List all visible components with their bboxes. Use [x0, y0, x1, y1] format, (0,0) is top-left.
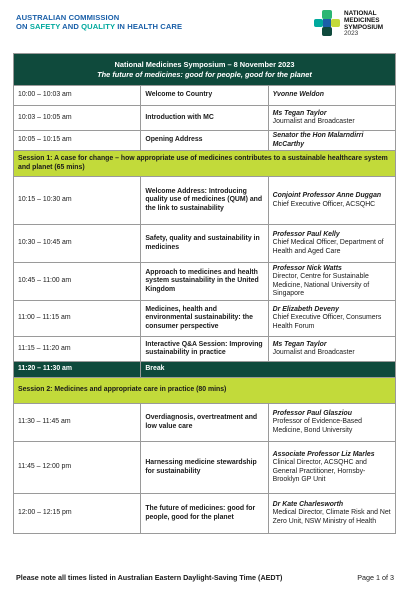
session-topic: Harnessing medicine stewardship for sustainability — [141, 442, 268, 494]
session-topic: Welcome to Country — [141, 86, 268, 106]
speaker-role: Journalist and Broadcaster — [272, 118, 355, 125]
speaker-name: Yvonne Weldon — [272, 91, 324, 99]
table-row — [14, 301, 396, 337]
table-row — [14, 337, 396, 362]
speaker-role: Director, Centre for Sustainable Medicine, National University of Singapore — [272, 273, 370, 297]
speaker-role: Medical Director, Climate Risk and Net Zero Unit, NSW Ministry of Health — [272, 509, 391, 525]
session-time: 10:45 – 11:00 am — [14, 263, 141, 301]
session-time: 10:03 – 10:05 am — [14, 106, 141, 131]
speaker-name: Professor Nick Watts — [272, 264, 342, 272]
speaker-name: Professor Paul Glasziou — [272, 409, 352, 417]
program-title-row — [14, 54, 396, 86]
speaker-name: Conjoint Professor Anne Duggan — [272, 192, 382, 200]
nms-logo — [313, 9, 403, 41]
speaker — [268, 404, 395, 442]
table-row — [14, 225, 396, 263]
session-time: 10:05 – 10:15 am — [14, 131, 141, 151]
session-topic: Medicines, health and environmental sustainability: the consumer perspective — [141, 301, 268, 337]
timezone-note: Please note all times listed in Australian Eastern Daylight-Saving Time (AEDT) — [16, 573, 283, 582]
speaker-role: Clinical Director, ACSQHC and General Practitioner, Hornsby-Brooklyn GP Unit — [272, 459, 367, 483]
speaker-name: Professor Paul Kelly — [272, 230, 340, 238]
speaker — [268, 337, 395, 362]
speaker — [268, 263, 395, 301]
session-time: 11:30 – 11:45 am — [14, 404, 141, 442]
session-time: 11:15 – 11:20 am — [14, 337, 141, 362]
speaker — [268, 131, 395, 151]
page-number: Page 1 of 3 — [357, 573, 394, 582]
table-row — [14, 442, 396, 494]
session-topic: Safety, quality and sustainability in medicines — [141, 225, 268, 263]
program-title: National Medicines Symposium – 8 November 2023 — [114, 59, 295, 69]
session-time: 11:00 – 11:15 am — [14, 301, 141, 337]
org-name-line1: AUSTRALIAN COMMISSION — [16, 13, 120, 22]
table-row — [14, 86, 396, 106]
speaker-role: Professor of Evidence-Based Medicine, Bond University — [272, 418, 362, 434]
session-2-header — [14, 378, 396, 404]
speaker-name: Senator the Hon Malarndirri McCarthy — [272, 132, 364, 148]
table-row — [14, 106, 396, 131]
table-row — [14, 494, 396, 534]
session-time: 10:30 – 10:45 am — [14, 225, 141, 263]
speaker-name: Ms Tegan Taylor — [272, 340, 327, 348]
program-subtitle: The future of medicines: good for people, good for the planet — [97, 69, 312, 79]
break-label: Break — [141, 362, 396, 378]
session-topic: Approach to medicines and health system sustainability in the United Kingdom — [141, 263, 268, 301]
break-time: 11:20 – 11:30 am — [14, 362, 141, 378]
speaker-role: Journalist and Broadcaster — [272, 349, 355, 356]
session-1-title: Session 1: A case for change – how appropriate use of medicines contributes to a sustainable healthcare system and planet (65 mins) — [14, 151, 396, 177]
session-1-header — [14, 151, 396, 177]
acsqhc-logo — [16, 13, 182, 31]
speaker — [268, 86, 395, 106]
speaker-role: Chief Executive Officer, ACSQHC — [272, 200, 376, 208]
page-header — [0, 0, 410, 46]
speaker — [268, 177, 395, 225]
program-table — [13, 53, 396, 534]
session-topic: Opening Address — [141, 131, 268, 151]
speaker-role: Chief Medical Officer, Department of Health and Aged Care — [272, 239, 384, 255]
session-topic: Interactive Q&A Session: Improving sustainability in practice — [141, 337, 268, 362]
session-topic: Welcome Address: Introducing quality use of medicines (QUM) and the link to sustainability — [141, 177, 268, 225]
session-topic: Overdiagnosis, overtreatment and low value care — [141, 404, 268, 442]
speaker-name: Dr Elizabeth Deveny — [272, 305, 339, 313]
speaker-role: Chief Executive Officer, Consumers Health Forum — [272, 314, 382, 330]
speaker-name: Dr Kate Charlesworth — [272, 500, 344, 508]
table-row — [14, 131, 396, 151]
speaker-name: Associate Professor Liz Marles — [272, 450, 375, 458]
org-name-line2: ON SAFETY AND QUALITY IN HEALTH CARE — [16, 22, 183, 31]
session-time: 12:00 – 12:15 pm — [14, 494, 141, 534]
speaker — [268, 225, 395, 263]
session-topic: Introduction with MC — [141, 106, 268, 131]
speaker — [268, 442, 395, 494]
session-2-title: Session 2: Medicines and appropriate care in practice (80 mins) — [14, 378, 396, 404]
session-time: 10:00 – 10:03 am — [14, 86, 141, 106]
speaker — [268, 301, 395, 337]
table-row — [14, 404, 396, 442]
symposium-cross-icon — [313, 9, 341, 37]
table-row — [14, 263, 396, 301]
session-time: 11:45 – 12:00 pm — [14, 442, 141, 494]
symposium-wordmark: NATIONAL MEDICINES SYMPOSIUM 2023 — [344, 10, 384, 38]
session-topic: The future of medicines: good for people, good for the planet — [141, 494, 268, 534]
break-row — [14, 362, 396, 378]
speaker — [268, 494, 395, 534]
session-time: 10:15 – 10:30 am — [14, 177, 141, 225]
speaker — [268, 106, 395, 131]
table-row — [14, 177, 396, 225]
speaker-name: Ms Tegan Taylor — [272, 109, 327, 117]
